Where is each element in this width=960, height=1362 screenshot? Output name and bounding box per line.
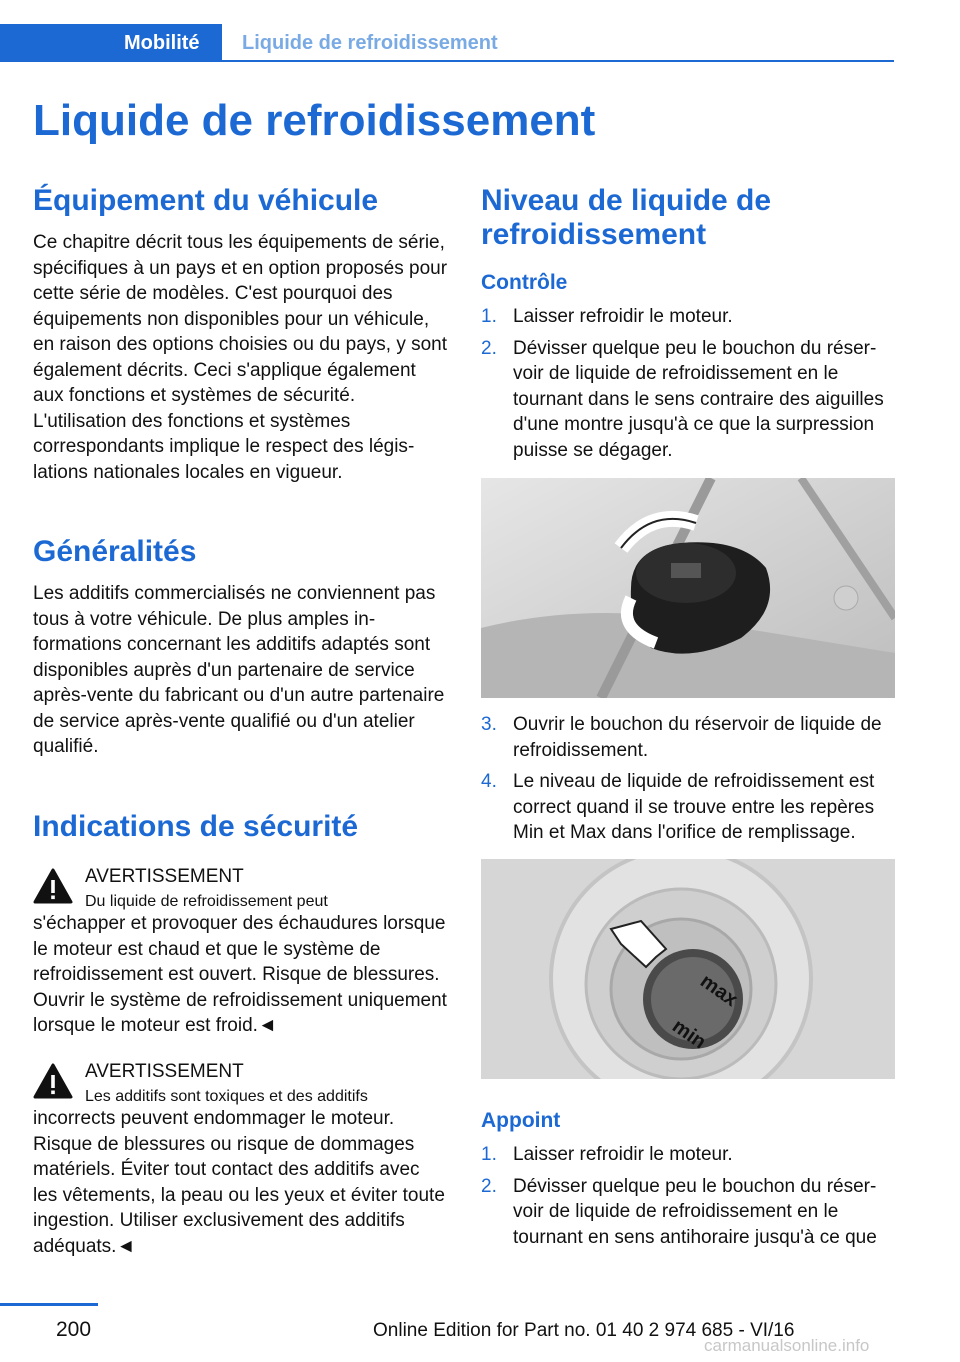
section-label: Mobilité [124, 32, 200, 54]
step-text: Laisser refroidir le moteur. [513, 1144, 733, 1165]
warning-lead: Les additifs sont toxiques et des additifs [85, 1088, 368, 1105]
coolant-level-heading: Niveau de liquide de refroidissement [481, 184, 772, 251]
page-header [0, 24, 894, 62]
list-item [481, 769, 895, 846]
general-heading: Généralités [33, 535, 197, 568]
equipment-heading: Équipement du véhicule [33, 184, 379, 217]
check-heading: Contrôle [481, 271, 568, 294]
warning-block [33, 864, 449, 1039]
warning-lead: Du liquide de refroidissement peut [85, 893, 328, 910]
step-number: 2. [481, 1175, 497, 1197]
topup-steps [481, 1142, 895, 1250]
min-mark: min [668, 1015, 710, 1054]
section-tab[interactable] [0, 24, 222, 62]
step-number: 1. [481, 306, 497, 327]
step-text: Laisser refroidir le moteur. [513, 306, 733, 327]
step-text: Dévisser quelque peu le bouchon du réservoir de liquide de refroidissement en le tournant dans le sens contraire des aiguilles d'une montre jusqu'à ce que la surpression puisse se dégager. [513, 337, 884, 461]
warning-label: AVERTISSEMENT [85, 1060, 244, 1082]
step-number: 2. [481, 337, 497, 359]
check-steps-continued [481, 712, 895, 846]
step-number: 4. [481, 771, 497, 792]
edition-note: Online Edition for Part no. 01 40 2 974 685 - VI/16 [373, 1320, 795, 1341]
list-item [481, 1174, 895, 1251]
list-item [481, 712, 895, 763]
footer-rule [0, 1303, 98, 1306]
max-mark: max [696, 970, 742, 1012]
step-text: Le niveau de liquide de refroidissement est correct quand il se trouve entre les repères Min et Max dans l'orifice de remplissage. [513, 771, 875, 843]
step-text: Dévisser quelque peu le bouchon du réservoir de liquide de refroidissement en le tournant en sens antihoraire jusqu'à ce que [513, 1175, 877, 1248]
warning-text: incorrects peuvent endommager le moteur. Risque de blessures ou risque de dommages matériels. Éviter tout contact des additifs avec les vêtements, la peau ou les yeux et éviter toute ingestion. Utiliser exclusivement des additifs adéquats.◄ [33, 1108, 445, 1257]
step-text: Ouvrir le bouchon du réservoir de liquide de refroidissement. [513, 714, 882, 761]
warning-triangle-icon [33, 1063, 73, 1099]
breadcrumb[interactable]: Liquide de refroidissement [242, 32, 498, 54]
warning-block [33, 1059, 449, 1260]
warning-triangle-icon [33, 868, 73, 904]
check-steps [481, 304, 895, 463]
topup-section [481, 1108, 895, 1250]
list-item [481, 304, 895, 330]
header-rule [222, 60, 894, 62]
general-text: Les additifs commercialisés ne conviennent pas tous à votre véhicule. De plus amples informations concernant les additifs adaptés sont disponibles auprès d'un partenaire de service après-vente du fabricant ou d'un autre partenaire de service après-vente qualifié ou d'un atelier qualifié. [33, 583, 445, 757]
right-column [481, 184, 895, 463]
topup-heading: Appoint [481, 1109, 561, 1132]
page-number: 200 [56, 1318, 92, 1341]
safety-heading: Indications de sécurité [33, 809, 359, 843]
list-item [481, 336, 895, 464]
equipment-text: Ce chapitre décrit tous les équipements de série, spécifiques à un pays et en option proposés pour cette série de modèles. C'est pourquoi des équipements non disponibles pour un véhicule, en raison des options choisies ou du pays, y sont également décrits. Ceci s'applique également aux fonctions et systèmes de sécurité. L'utilisation des fonctions et systèmes correspondants implique le respect des législations nationales locales en vigueur. [33, 232, 448, 483]
check-steps [481, 712, 895, 846]
warning-label: AVERTISSEMENT [85, 865, 244, 887]
list-item [481, 1142, 895, 1168]
step-number: 1. [481, 1144, 497, 1165]
left-column [33, 184, 449, 1259]
step-number: 3. [481, 714, 497, 735]
watermark: carmanualsonline.info [704, 1336, 870, 1355]
coolant-cap-photo [481, 478, 895, 698]
filler-neck-photo [481, 859, 895, 1079]
page-title: Liquide de refroidissement [33, 96, 596, 145]
warning-text: s'échapper et provoquer des échaudures lorsque le moteur est chaud et que le système de refroidissement est ouvert. Risque de blessures. Ouvrir le système de refroidissement uniquement lorsque le moteur est froid.◄ [33, 913, 447, 1036]
